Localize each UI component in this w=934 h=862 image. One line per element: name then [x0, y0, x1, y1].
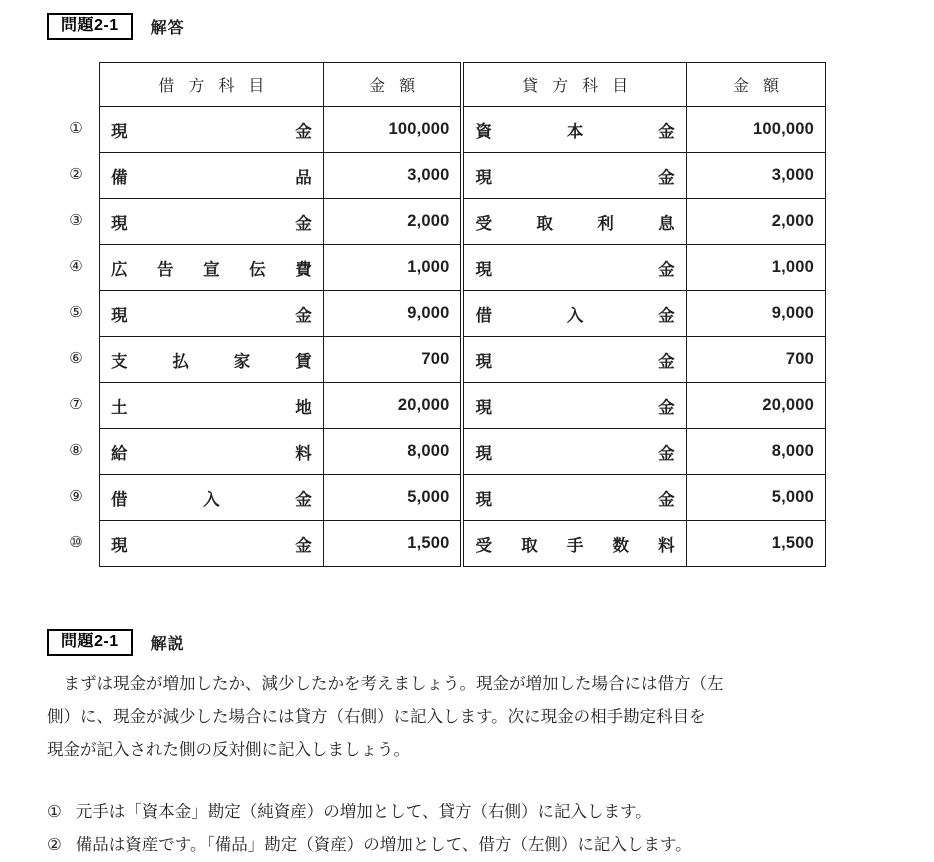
- row-number: ⑨: [69, 488, 83, 505]
- row-number: ⑥: [69, 350, 83, 367]
- explanation-item-list: [47, 796, 907, 862]
- journal-cell-account: [100, 245, 324, 291]
- journal-cell-amount: 5,000: [686, 475, 825, 521]
- journal-cell-amount: 8,000: [686, 429, 825, 475]
- journal-entry-table: [99, 62, 826, 567]
- journal-cell-amount: 1,500: [686, 521, 825, 567]
- journal-cell-account: [462, 291, 686, 337]
- journal-cell-amount: 2,000: [686, 199, 825, 245]
- account-name: 現 金: [111, 214, 312, 233]
- explanation-section-label: 解説: [150, 636, 185, 654]
- journal-cell-amount: 3,000: [323, 153, 462, 199]
- journal-cell-amount: 20,000: [323, 383, 462, 429]
- journal-cell-account: [100, 475, 324, 521]
- account-name: 広 告 宣 伝 費: [111, 260, 312, 279]
- journal-cell-account: [100, 153, 324, 199]
- journal-cell-amount: 1,500: [323, 521, 462, 567]
- journal-cell-account: [462, 199, 686, 245]
- row-number: ④: [69, 258, 83, 275]
- account-name: 現 金: [475, 490, 675, 509]
- list-item: [47, 796, 907, 829]
- table-row: [100, 153, 826, 199]
- journal-cell-account: [462, 153, 686, 199]
- account-name: 現 金: [111, 306, 312, 325]
- journal-cell-account: [462, 521, 686, 567]
- answer-problem-tag: 問題2-1: [47, 13, 133, 40]
- account-name: 支 払 家 賃: [111, 352, 312, 371]
- account-name: 備 品: [111, 168, 312, 187]
- account-name: 現 金: [475, 398, 675, 417]
- list-item-marker: ②: [47, 836, 62, 854]
- column-header-credit-amount: 金 額: [686, 63, 825, 107]
- journal-cell-amount: 100,000: [323, 107, 462, 153]
- journal-table-container: [59, 62, 829, 567]
- journal-cell-amount: 1,000: [686, 245, 825, 291]
- answer-section-label: 解答: [150, 20, 185, 38]
- journal-cell-account: [100, 107, 324, 153]
- table-row: [100, 383, 826, 429]
- journal-cell-amount: 8,000: [323, 429, 462, 475]
- account-name: 土 地: [111, 398, 312, 417]
- journal-cell-account: [100, 337, 324, 383]
- journal-cell-account: [462, 337, 686, 383]
- journal-cell-account: [100, 383, 324, 429]
- journal-cell-amount: 9,000: [323, 291, 462, 337]
- list-item-text: 備品は資産です。「備品」勘定（資産）の増加として、借方（左側）に記入します。: [75, 836, 692, 854]
- account-name: 現 金: [475, 444, 675, 463]
- journal-cell-account: [462, 245, 686, 291]
- list-item: [47, 829, 907, 862]
- journal-cell-account: [462, 383, 686, 429]
- account-name: 受 取 利 息: [475, 214, 675, 233]
- column-header-debit-account: 借 方 科 目: [100, 63, 324, 107]
- answer-section-heading: [47, 13, 185, 40]
- list-item-text: 元手は「資本金」勘定（純資産）の増加として、貸方（右側）に記入します。: [75, 803, 652, 821]
- journal-cell-account: [100, 199, 324, 245]
- journal-cell-amount: 2,000: [323, 199, 462, 245]
- journal-cell-amount: 1,000: [323, 245, 462, 291]
- journal-cell-account: [100, 291, 324, 337]
- row-number: ①: [69, 120, 83, 137]
- journal-table-body: [100, 107, 826, 567]
- table-row: [100, 337, 826, 383]
- explanation-line: まずは現金が増加したか、減少したかを考えましょう。現金が増加した場合には借方（左: [63, 675, 724, 693]
- journal-cell-amount: 5,000: [323, 475, 462, 521]
- list-item-marker: ①: [47, 803, 62, 821]
- table-row: [100, 107, 826, 153]
- row-number: ⑤: [69, 304, 83, 321]
- account-name: 給 料: [111, 444, 312, 463]
- table-row: [100, 521, 826, 567]
- account-name: 資 本 金: [475, 122, 675, 141]
- journal-cell-amount: 700: [323, 337, 462, 383]
- account-name: 受 取 手 数 料: [475, 536, 675, 555]
- column-header-credit-account: 貸 方 科 目: [462, 63, 686, 107]
- row-number: ⑦: [69, 396, 83, 413]
- journal-cell-amount: 20,000: [686, 383, 825, 429]
- table-header-row: [100, 63, 826, 107]
- journal-cell-amount: 3,000: [686, 153, 825, 199]
- journal-cell-amount: 100,000: [686, 107, 825, 153]
- journal-cell-account: [462, 107, 686, 153]
- account-name: 現 金: [475, 168, 675, 187]
- table-row: [100, 429, 826, 475]
- journal-cell-amount: 700: [686, 337, 825, 383]
- row-number: ③: [69, 212, 83, 229]
- table-row: [100, 245, 826, 291]
- explanation-problem-tag: 問題2-1: [47, 629, 133, 656]
- account-name: 借 入 金: [475, 306, 675, 325]
- explanation-line: 側）に、現金が減少した場合には貸方（右側）に記入します。次に現金の相手勘定科目を: [47, 708, 706, 726]
- journal-cell-account: [462, 429, 686, 475]
- account-name: 現 金: [475, 352, 675, 371]
- journal-cell-account: [100, 521, 324, 567]
- journal-cell-account: [100, 429, 324, 475]
- journal-cell-amount: 9,000: [686, 291, 825, 337]
- account-name: 借 入 金: [111, 490, 312, 509]
- row-number: ②: [69, 166, 83, 183]
- table-row: [100, 291, 826, 337]
- row-number: ⑧: [69, 442, 83, 459]
- row-number: ⑩: [69, 534, 83, 551]
- column-header-debit-amount: 金 額: [323, 63, 462, 107]
- account-name: 現 金: [111, 536, 312, 555]
- account-name: 現 金: [475, 260, 675, 279]
- explanation-paragraph: [47, 668, 895, 767]
- table-row: [100, 199, 826, 245]
- explanation-line: 現金が記入された側の反対側に記入しましょう。: [47, 741, 410, 759]
- journal-cell-account: [462, 475, 686, 521]
- account-name: 現 金: [111, 122, 312, 141]
- explanation-section-heading: [47, 629, 185, 656]
- table-row: [100, 475, 826, 521]
